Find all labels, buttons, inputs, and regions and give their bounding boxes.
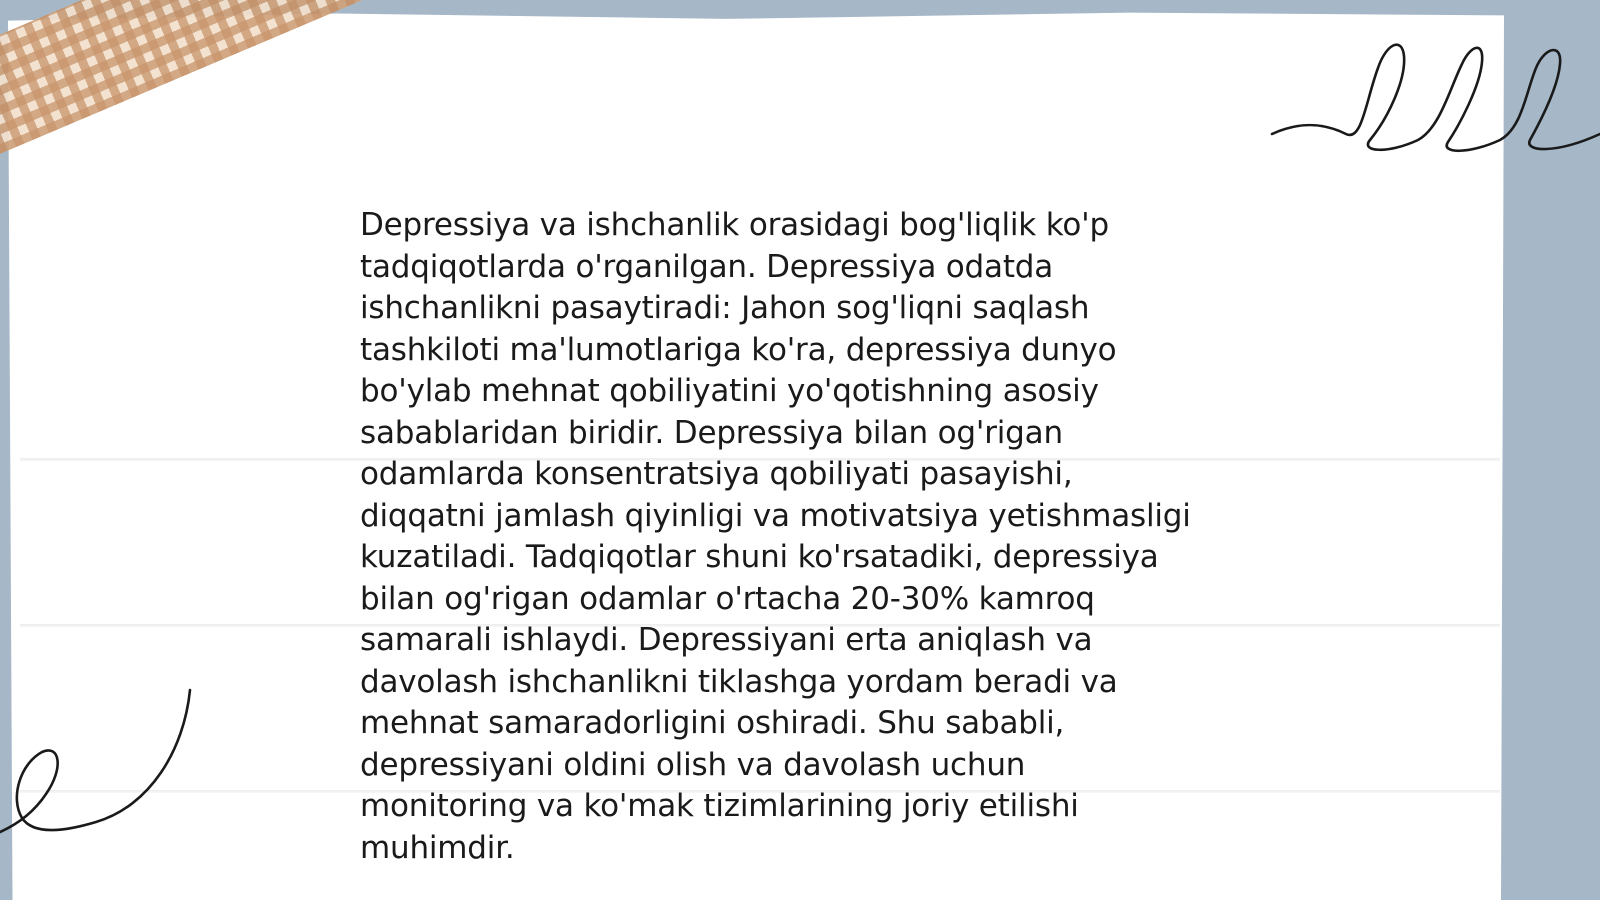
loop-doodle-icon — [1270, 30, 1600, 160]
swirl-doodle-icon — [0, 690, 200, 850]
body-paragraph: Depressiya va ishchanlik orasidagi bog'liqlik ko'p tadqiqotlarda o'rganilgan. Depressiya odatda ishchanlikni pasaytiradi: Jahon sog'liqni saqlash tashkiloti ma'lumotlariga ko'ra, depressiya dunyo bo'ylab mehnat qobiliyatini yo'qotishning asosiy sabablaridan biridir. Depressiya bilan og'rigan odamlarda konsentratsiya qobiliyati pasayishi, diqqatni jamlash qiyinligi va motivatsiya yetishmasligi kuzatiladi. Tadqiqotlar shuni ko'rsatadiki, depressiya bilan og'rigan odamlar o'rtacha 20-30% kamroq samarali ishlaydi. Depressiyani erta aniqlash va davolash ishchanlikni tiklashga yordam beradi va mehnat samaradorligini oshiradi. Shu sababli, depressiyani oldini olish va davolash uchun monitoring va ko'mak tizimlarining joriy etilishi muhimdir. — [360, 207, 1191, 866]
